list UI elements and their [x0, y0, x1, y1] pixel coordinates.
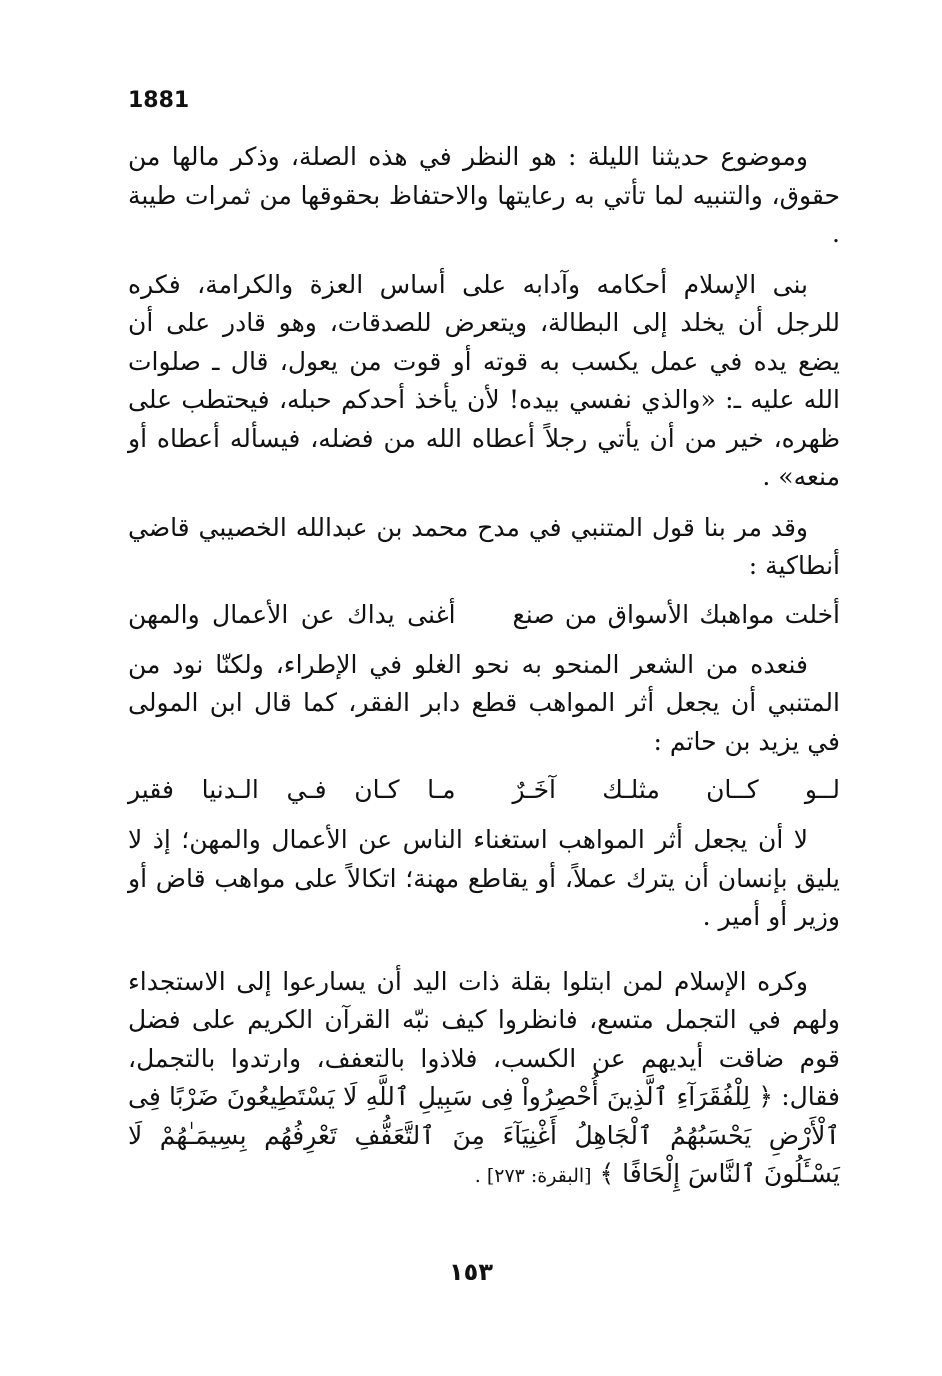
verse-ibn-almawla [128, 771, 840, 809]
verse-second-hemistich: أغنى يداك عن الأعمال والمهن [128, 599, 456, 629]
quran-reference: [البقرة: ٢٧٣] . [474, 1165, 592, 1187]
paragraph-not-leaving-work: لا أن يجعل أثر المواهب استغناء الناس عن الأعمال والمهن؛ إذ لا يليق بإنسان أن يترك عملاً، أو يقاطع مهنة؛ اتكالاً على مواهب قاض أو وزير أو أمير . [128, 825, 840, 931]
quran-verse: ﴿ لِلْفُقَرَآءِ ٱلَّذِينَ أُحْصِرُواْ فِى سَبِيلِ ٱللَّهِ لَا يَسْتَطِيعُونَ ضَرْبًا فِى ٱلْأَرْضِ يَحْسَبُهُمُ ٱلْجَاهِلُ أَغْنِيَآءَ مِنَ ٱلتَّعَفُّفِ تَعْرِفُهُم بِسِيمَـٰهُمْ لَا يَسْـَٔلُونَ ٱلنَّاسَ إِلْحَافًا ﴾ [128, 1082, 840, 1188]
verse-first-hemistich: لــو كــان مثلـك آخَـرٌ [512, 775, 840, 804]
header-page-number: 1881 [128, 88, 190, 113]
quran-intro-text: وكره الإسلام لمن ابتلوا بقلة ذات اليد أن يسارعوا إلى الاستجداء ولهم في التجمل متسع، فانظروا كيف نبّه القرآن الكريم على فضل قوم ضاقت أيديهم عن الكسب، فلاذوا بالتعفف، وارتدوا بالتجمل، فقال: [128, 966, 840, 1111]
body-text [128, 138, 840, 1196]
footer-page-number: ١٥٣ [449, 1258, 493, 1286]
paragraph-islam-dignity: بنى الإسلام أحكامه وآدابه على أساس العزة والكرامة، فكره للرجل أن يخلد إلى البطالة، ويتعرض للصدقات، وهو قادر على أن يضع يده في عمل يكسب به قوته أو قوت من يعول، قال ـ صلوات الله عليه ـ: «والذي نفسي بيده! لأن يأخذ أحدكم حبله، فيحتطب على ظهره، خير من أن يأتي رجلاً أعطاه الله من فضله، فيسأله أعطاه أو منعه» . [128, 269, 840, 491]
paragraph-topic: وموضوع حديثنا الليلة : هو النظر في هذه الصلة، وذكر مالها من حقوق، والتنبيه لما تأتي به رعايتها والاحتفاظ بحقوقها من ثمرات طيبة . [128, 142, 840, 248]
verse-first-hemistich: أخلت مواهبك الأسواق من صنع [512, 599, 840, 629]
paragraph-ibn-almawla-intro: فنعده من الشعر المنحو به نحو الغلو في الإطراء، ولكنّا نود من المتنبي أن يجعل أثر المواهب قطع دابر الفقر، كما قال ابن المولى في يزيد بن حاتم : [128, 649, 840, 756]
paragraph-quran-context [128, 963, 840, 1196]
verse-second-hemistich: مـا كـان فـي الـدنيا فقير [128, 775, 456, 804]
verse-mutanabbi [128, 596, 840, 634]
paragraph-mutanabbi-intro: وقد مر بنا قول المتنبي في مدح محمد بن عبدالله الخصيبي قاضي أنطاكية : [128, 512, 840, 580]
